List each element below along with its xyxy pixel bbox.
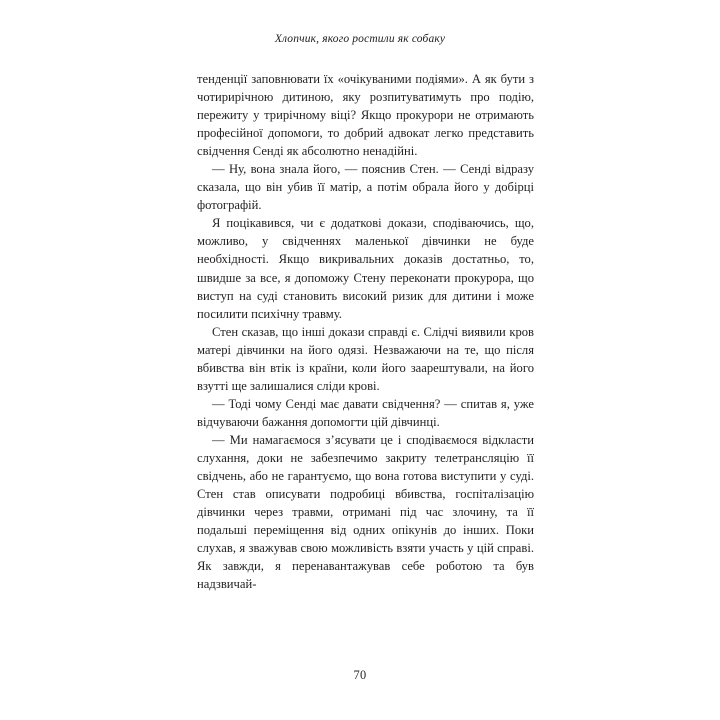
paragraph: — Ми намагаємося з’ясувати це і сподіваємося відкласти слухання, доки не забезпечимо закриту телетрансляцію її свідчень, або не гарантуємо, що вона готова виступити у суді. Стен став описувати подробиці вбивства, госпіталізацію дівчинки через травми, отримані під час злочину, та її подальші переміщення від одних опікунів до інших. Поки слухав, я зважував свою можливість взяти участь у цій справі. Як завжди, я перенавантажував себе роботою та був надзвичай- xyxy=(197,432,534,592)
paragraph: Я поцікавився, чи є додаткові докази, сподіваючись, що, можливо, у свідченнях маленької дівчинки не буде необхідності. Якщо викривальних доказів достатньо, то, швидше за все, я допоможу Стену переконати прокурора, що виступ на суді становить високий ризик для дитини і може посилити психічну травму. xyxy=(197,216,534,321)
paragraph: Стен сказав, що інші докази справді є. Слідчі виявили кров матері дівчинки на його одязі. Незважаючи на те, що після вбивства він втік із країни, коли його заарештували, на його взутті ще залишалися сліди крові. xyxy=(197,324,534,393)
body-text-block xyxy=(197,70,534,593)
paragraph: тенденції заповнювати їх «очікуваними подіями». А як бути з чотирирічною дитиною, яку розпитуватимуть про подію, пережиту у трирічному віці? Якщо прокурори не отримають професійної допомоги, то добрий адвокат легко представить свідчення Сенді як абсолютно ненадійні. xyxy=(197,72,534,159)
page-number: 70 xyxy=(353,668,367,682)
running-head: Хлопчик, якого ростили як собаку xyxy=(274,33,446,45)
paragraph: — Ну, вона знала його, — пояснив Стен. — Сенді відразу сказала, що він убив її матір, а потім обрала його у добірці фотографій. xyxy=(197,162,534,213)
paragraph: — Тоді чому Сенді має давати свідчення? — спитав я, уже відчуваючи бажання допомогти цій дівчинці. xyxy=(197,396,534,429)
